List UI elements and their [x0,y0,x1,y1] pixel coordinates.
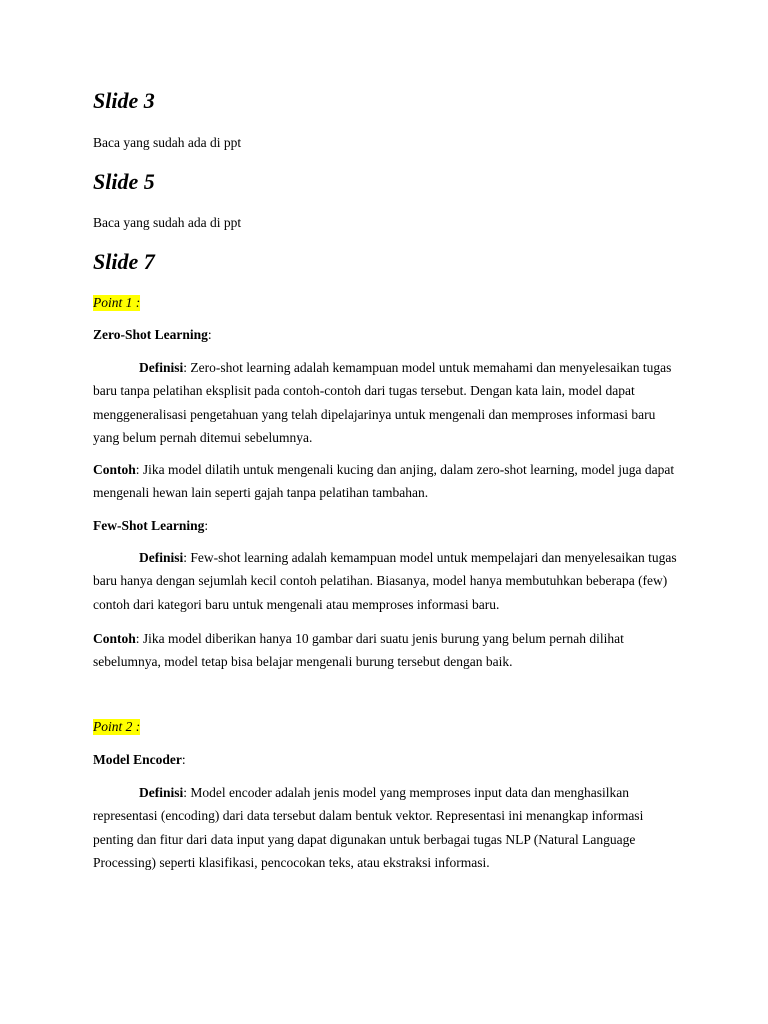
few-shot-definition-text: : Few-shot learning adalah kemampuan model untuk mempelajari dan menyelesaikan tugas baru hanya dengan sejumlah kecil contoh pelatihan. Biasanya, model hanya membutuhkan beberapa (few) contoh dari kategori baru untuk mengenali atau memproses informasi baru. [93,550,677,612]
zero-shot-definition-label: Definisi [139,360,184,375]
slide-5-heading: Slide 5 [93,169,155,194]
slide-3-heading: Slide 3 [93,88,155,113]
model-encoder-title-text: Model Encoder [93,752,182,767]
zero-shot-example-label: Contoh [93,462,136,477]
few-shot-definition [93,546,677,616]
few-shot-definition-label: Definisi [139,550,184,565]
model-encoder-title [93,752,186,768]
zero-shot-example [93,458,677,505]
few-shot-example-label: Contoh [93,631,136,646]
zero-shot-title-text: Zero-Shot Learning [93,327,208,342]
few-shot-title-colon: : [204,518,209,533]
few-shot-title-text: Few-Shot Learning [93,518,205,533]
zero-shot-definition [93,356,677,449]
zero-shot-definition-text: : Zero-shot learning adalah kemampuan model untuk memahami dan menyelesaikan tugas baru tanpa pelatihan eksplisit pada contoh-contoh dari tugas tersebut. Dengan kata lain, model dapat menggeneralisasi pengetahuan yang telah dipelajarinya untuk mengenali dan memproses informasi baru yang belum pernah ditemui sebelumnya. [93,360,672,445]
model-encoder-definition [93,781,677,874]
slide-7-heading: Slide 7 [93,249,155,274]
point-1-label: Point 1 : [93,295,141,310]
zero-shot-title [93,327,212,343]
model-encoder-definition-text: : Model encoder adalah jenis model yang memproses input data dan menghasilkan representasi (encoding) dari data tersebut dalam bentuk vektor. Representasi ini menangkap informasi penting dan fitur dari data input yang dapat digunakan untuk berbagai tugas NLP (Natural Language Processing) seperti klasifikasi, pencocokan teks, atau ekstraksi informasi. [93,785,644,870]
model-encoder-title-colon: : [181,752,186,767]
model-encoder-definition-label: Definisi [139,785,184,800]
slide-3-note: Baca yang sudah ada di ppt [93,135,242,150]
point-2-label: Point 2 : [93,719,141,734]
few-shot-title [93,518,208,534]
few-shot-example [93,627,677,674]
zero-shot-title-colon: : [207,327,212,342]
slide-5-note: Baca yang sudah ada di ppt [93,215,242,230]
zero-shot-example-text: : Jika model dilatih untuk mengenali kucing dan anjing, dalam zero-shot learning, model juga dapat mengenali hewan lain seperti gajah tanpa pelatihan tambahan. [93,462,675,501]
few-shot-example-text: : Jika model diberikan hanya 10 gambar dari suatu jenis burung yang belum pernah dilihat sebelumnya, model tetap bisa belajar mengenali burung tersebut dengan baik. [93,631,624,670]
